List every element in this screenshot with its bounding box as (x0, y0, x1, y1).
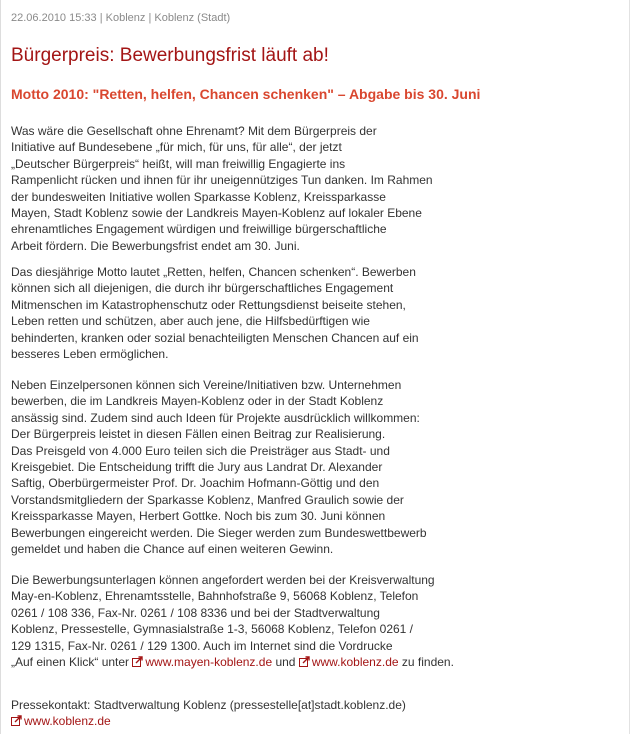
meta-separator: | (145, 12, 155, 24)
mayen-koblenz-link-label: www.mayen-koblenz.de (145, 655, 273, 670)
paragraph-line: Initiative auf Bundesebene „für mich, für uns, für alle“, der jetzt (11, 140, 342, 155)
paragraph-line: 129 1315, Fax-Nr. 0261 / 129 1300. Auch im Internet sind die Vordrucke (11, 638, 393, 653)
article-region: Koblenz (Stadt) (154, 12, 231, 24)
article-paragraph-1 (11, 123, 433, 254)
press-koblenz-link-label: www.koblenz.de (24, 714, 111, 729)
paragraph-line: Das diesjährige Motto lautet „Retten, helfen, Chancen schenken“. Bewerben (11, 265, 416, 279)
paragraph-line: bewerben, die im Landkreis Mayen-Koblenz oder in der Stadt Koblenz (11, 394, 384, 409)
koblenz-link[interactable] (299, 655, 399, 669)
article-location: Koblenz (105, 12, 146, 24)
press-contact-link-line (11, 713, 406, 730)
external-link-icon (299, 655, 310, 671)
press-contact (11, 697, 406, 731)
paragraph-line: Rampenlicht rücken und ihnen für ihr uneigennütziges Tun danken. Im Rahmen (11, 173, 433, 188)
link-middle-text: und (272, 655, 299, 670)
paragraph-line: Bewerbungen eingereicht werden. Die Sieger werden zum Bundeswettbewerb (11, 525, 427, 540)
article-subheadline: Motto 2010: "Retten, helfen, Chancen schenken" – Abgabe bis 30. Juni (11, 86, 481, 102)
paragraph-line: Saftig, Oberbürgermeister Prof. Dr. Joachim Hofmann-Göttig und den (11, 476, 380, 491)
link-suffix-text: zu finden. (398, 655, 454, 670)
paragraph-line: Neben Einzelpersonen können sich Vereine/Initiativen bzw. Unternehmen (11, 378, 402, 392)
meta-separator: | (96, 12, 106, 24)
paragraph-line: Vorstandsmitgliedern der Sparkasse Koblenz, Manfred Graulich sowie der (11, 492, 404, 507)
paragraph-line: besseres Leben ermöglichen. (11, 347, 169, 362)
paragraph-line: 0261 / 108 336, Fax-Nr. 0261 / 108 8336 und bei der Stadtverwaltung (11, 605, 380, 620)
paragraph-line: Mayen, Stadt Koblenz sowie der Landkreis Mayen-Koblenz auf lokaler Ebene (11, 206, 422, 221)
article-meta (11, 10, 230, 26)
paragraph-line: Das Preisgeld von 4.000 Euro teilen sich die Preisträger aus Stadt- und (11, 443, 390, 458)
press-contact-text: Pressekontakt: Stadtverwaltung Koblenz (pressestelle[at]stadt.koblenz.de) (11, 698, 406, 712)
paragraph-line: Leben retten und schützen, aber auch jene, die Hilfsbedürftigen wie (11, 314, 370, 329)
external-link-icon (11, 714, 22, 730)
paragraph-line: Kreissparkasse Mayen, Herbert Gottke. Noch bis zum 30. Juni können (11, 509, 386, 524)
paragraph-line: Kreisgebiet. Die Entscheidung trifft die Jury aus Landrat Dr. Alexander (11, 460, 383, 475)
press-koblenz-link[interactable] (11, 714, 111, 728)
paragraph-line: Die Bewerbungsunterlagen können angefordert werden bei der Kreisverwaltung (11, 573, 435, 587)
paragraph-line: May-en-Koblenz, Ehrenamtsstelle, Bahnhofstraße 9, 56068 Koblenz, Telefon (11, 589, 419, 604)
paragraph-line: gemeldet und haben die Chance auf einen weiteren Gewinn. (11, 542, 334, 557)
paragraph-line: können sich all diejenigen, die durch ihr bürgerschaftliches Engagement (11, 281, 394, 296)
article-paragraph-4 (11, 572, 454, 671)
mayen-koblenz-link[interactable] (132, 655, 272, 669)
article-date: 22.06.2010 15:33 (11, 12, 97, 24)
article-paragraph-2 (11, 264, 419, 362)
paragraph-line: Koblenz, Pressestelle, Gymnasialstraße 1-3, 56068 Koblenz, Telefon 0261 / (11, 622, 414, 637)
link-intro-text: „Auf einen Klick“ unter (11, 655, 133, 670)
external-link-icon (132, 655, 143, 671)
article-headline: Bürgerpreis: Bewerbungsfrist läuft ab! (11, 45, 329, 66)
paragraph-line: der bundesweiten Initiative wollen Sparkasse Koblenz, Kreissparkasse (11, 189, 386, 204)
paragraph-line: ehrenamtliches Engagement würdigen und freiwillige bürgerschaftliche (11, 222, 387, 237)
paragraph-line: Arbeit fördern. Die Bewerbungsfrist endet am 30. Juni. (11, 238, 300, 253)
paragraph-line: Mitmenschen im Katastrophenschutz oder Rettungsdienst beiseite stehen, (11, 297, 406, 312)
paragraph-line: behinderten, kranken oder sozial benachteiligten Menschen Chancen auf ein (11, 330, 419, 345)
paragraph-line: Was wäre die Gesellschaft ohne Ehrenamt? Mit dem Bürgerpreis der (11, 124, 377, 138)
koblenz-link-label: www.koblenz.de (311, 655, 399, 670)
paragraph-line: Der Bürgerpreis leistet in diesen Fällen einen Beitrag zur Realisierung. (11, 427, 386, 442)
paragraph-line-with-links (11, 654, 454, 671)
article-paragraph-3 (11, 377, 427, 557)
paragraph-line: ansässig sind. Zudem sind auch Ideen für Projekte ausdrücklich willkommen: (11, 410, 420, 425)
paragraph-line: „Deutscher Bürgerpreis“ heißt, will man freiwillig Engagierte ins (11, 156, 346, 171)
